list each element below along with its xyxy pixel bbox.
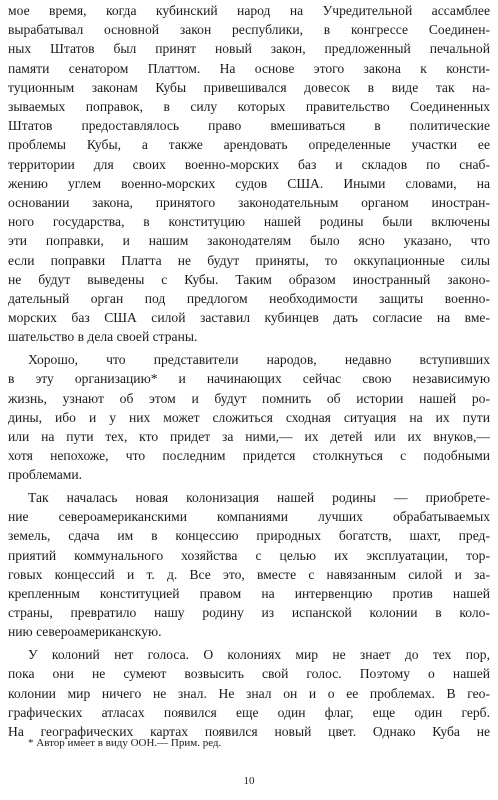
text-line: основании закона, принятого законодательным органом иностран- — [8, 195, 490, 210]
text-line: шательство в дела своей страны. — [8, 329, 198, 345]
text-line: крепленным конституцией правом на интервенцию против нашей — [8, 586, 490, 601]
text-line: эти поправки, и нашим законодателям было ясно указано, что — [8, 233, 490, 249]
text-line: вырабатывал основной закон республики, в конгрессе Соединен- — [8, 22, 490, 38]
text-line: если поправки Платта не будут приняты, то оккупационные силы — [8, 252, 490, 268]
text-line: колонии мир ничего не знал. Не знал он и о ее проблемах. В гео- — [8, 685, 490, 701]
text-line: Хорошо, что представители народов, недавно вступивших — [28, 352, 490, 368]
text-line: нию североамериканскую. — [8, 624, 162, 640]
text-line: проблемами. — [8, 467, 83, 483]
text-line: графических атласах появился еще один флаг, еще один герб. — [8, 704, 490, 720]
text-line: дины, ибо и у них может сложиться сходная ситуация на их пути — [8, 409, 490, 425]
text-line: страны, превратило нашу родину из испанской колонии в коло- — [8, 605, 490, 621]
text-line: морских баз США силой заставил кубинцев дать согласие на вме- — [8, 310, 490, 326]
text-line: в эту организацию* и начинающих сейчас свою независимую — [8, 371, 490, 387]
text-line: ного государства, в конституцию нашей родины были включены — [8, 214, 490, 230]
text-line: пока они не сумеют возвысить свой голос. Поэтому о нашей — [8, 666, 490, 682]
page-number: 10 — [243, 775, 255, 787]
text-line: жизнь, узнают об этом и будут помнить об истории нашей ро- — [8, 390, 490, 406]
text-line: или на пути тех, кто придет за ними,— их детей или их внуков,— — [8, 428, 490, 444]
text-line: хотя непохоже, что последним придется столкнуться с подобными — [8, 448, 490, 464]
footnote: * Автор имеет в виду ООН.— Прим. ред. — [28, 737, 222, 749]
text-line: не будут выведены с Кубы. Таким образом иностранный законо- — [8, 271, 490, 287]
text-line: мое время, когда кубинский народ на Учредительной ассамблее — [8, 3, 490, 18]
text-line: ние североамериканскими компаниями лучших обрабатываемых — [8, 509, 490, 525]
text-line: жению углем военно-морских судов США. Иными словами, на — [8, 175, 490, 191]
text-line: территории для своих военно-морских баз и складов по снаб- — [8, 156, 490, 172]
text-line: Так началась новая колонизация нашей родины — приобрете- — [28, 490, 490, 505]
text-line: зываемых поправок, в силу которых правительство Соединенных — [8, 99, 490, 114]
text-line: туционным законам Кубы привешивался довесок в виде так на- — [8, 79, 490, 95]
text-line: памяти сенатором Платтом. На основе этого закона к консти- — [8, 60, 490, 76]
text-line: приятий коммунального хозяйства с целью их эксплуатации, тор- — [8, 547, 490, 563]
text-line: земель, сдача им в концессию природных богатств, шахт, пред- — [8, 528, 490, 544]
text-line: дательный орган под предлогом необходимости защиты военно- — [8, 291, 490, 306]
text-line: Штатов предоставлялось право вмешиваться в политические — [8, 118, 490, 134]
text-line: проблемы Кубы, а также арендовать определенные участки ее — [8, 137, 490, 153]
text-line: говых концессий и т. д. Все это, вместе с навязанным силой и за- — [8, 566, 490, 582]
text-line: У колоний нет голоса. О колониях мир не знает до тех пор, — [28, 647, 490, 663]
text-line: На географических картах появился новый цвет. Однако Куба не — [8, 723, 490, 739]
text-line: ных Штатов был принят новый закон, предложенный печальной — [8, 41, 490, 57]
